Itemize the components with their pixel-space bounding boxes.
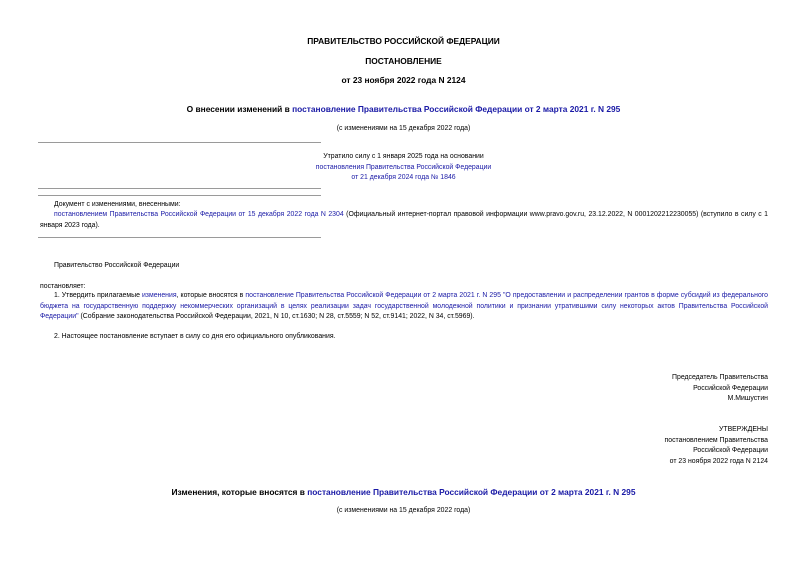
- title-link[interactable]: постановление Правительства Российской Федерации от 2 марта 2021 г. N 295: [292, 104, 621, 114]
- paragraph-1: [40, 291, 768, 323]
- approved-heading: УТВЕРЖДЕНЫ: [719, 426, 768, 433]
- paragraph-2: 2. Настоящее постановление вступает в силу со дня его официального опубликования.: [54, 333, 336, 340]
- p1-link-resolution[interactable]: постановление Правительства Российской Федерации от 2 марта 2021 г. N 295 "О предоставлении и распределении грантов в форме субсидий из федерального бюджета на государственную поддержку некоммерческих организаций в целях реализации задач государственной молодежной политики и признании утратившими силу некоторых актов Правительства Российской Федерации": [40, 292, 769, 321]
- approved-by: постановлением Правительства: [664, 436, 768, 444]
- approved-date: от 23 ноября 2022 года N 2124: [669, 457, 768, 465]
- amendments-link[interactable]: постановлением Правительства Российской Федерации от 15 декабря 2022 года N 2304: [54, 211, 344, 218]
- title-changes-note: (с изменениями на 15 декабря 2022 года): [336, 125, 471, 132]
- divider: [38, 237, 321, 238]
- p1-text-a: 1. Утвердить прилагаемые: [54, 292, 142, 299]
- approved-org: Российской Федерации: [693, 447, 768, 455]
- title-prefix: О внесении изменений в: [186, 104, 293, 114]
- changes-title-link[interactable]: постановление Правительства Российской Федерации от 2 марта 2021 г. N 295: [307, 487, 636, 497]
- divider: [38, 142, 321, 143]
- expiry-link-2[interactable]: от 21 декабря 2024 года № 1846: [351, 174, 456, 182]
- signature-block: [440, 373, 768, 405]
- amendments-label: Документ с изменениями, внесенными:: [54, 201, 181, 208]
- divider: [38, 195, 321, 196]
- document-title: [0, 104, 807, 115]
- divider: [38, 188, 321, 189]
- government-heading: ПРАВИТЕЛЬСТВО РОССИЙСКОЙ ФЕДЕРАЦИИ: [307, 36, 500, 46]
- expiry-notice: [0, 152, 807, 184]
- changes-title-prefix: Изменения, которые вносятся в: [171, 487, 308, 497]
- signature-title: Председатель Правительства: [672, 374, 768, 381]
- expiry-link-1[interactable]: постановления Правительства Российской Федерации: [315, 163, 492, 171]
- resolves-label: постановляет:: [40, 283, 86, 290]
- government-name: Правительство Российской Федерации: [54, 262, 180, 269]
- p1-link-changes[interactable]: изменения: [141, 292, 177, 299]
- document-type: ПОСТАНОВЛЕНИЕ: [365, 56, 442, 66]
- p1-text-b: , которые вносятся в: [176, 292, 246, 299]
- document-date-number: от 23 ноября 2022 года N 2124: [341, 75, 466, 85]
- signature-org: Российской Федерации: [693, 384, 768, 392]
- changes-title: [0, 487, 807, 498]
- amendments-rest: (Официальный интернет-портал правовой информации www.pravo.gov.ru, 23.12.2022, N 0001202212230055) (вступило в силу с 1 января 2023 года).: [40, 211, 769, 229]
- changes-title-note: (с изменениями на 15 декабря 2022 года): [336, 507, 471, 514]
- amendments-text: [40, 210, 768, 231]
- expiry-line: Утратило силу с 1 января 2025 года на основании: [323, 153, 484, 160]
- signature-name: М.Мишустин: [727, 395, 768, 403]
- p1-text-c: (Собрание законодательства Российской Федерации, 2021, N 10, ст.1630; N 28, ст.5559; N 52, ст.9141; 2022, N 34, ст.5969).: [78, 313, 475, 321]
- approved-block: [440, 425, 768, 467]
